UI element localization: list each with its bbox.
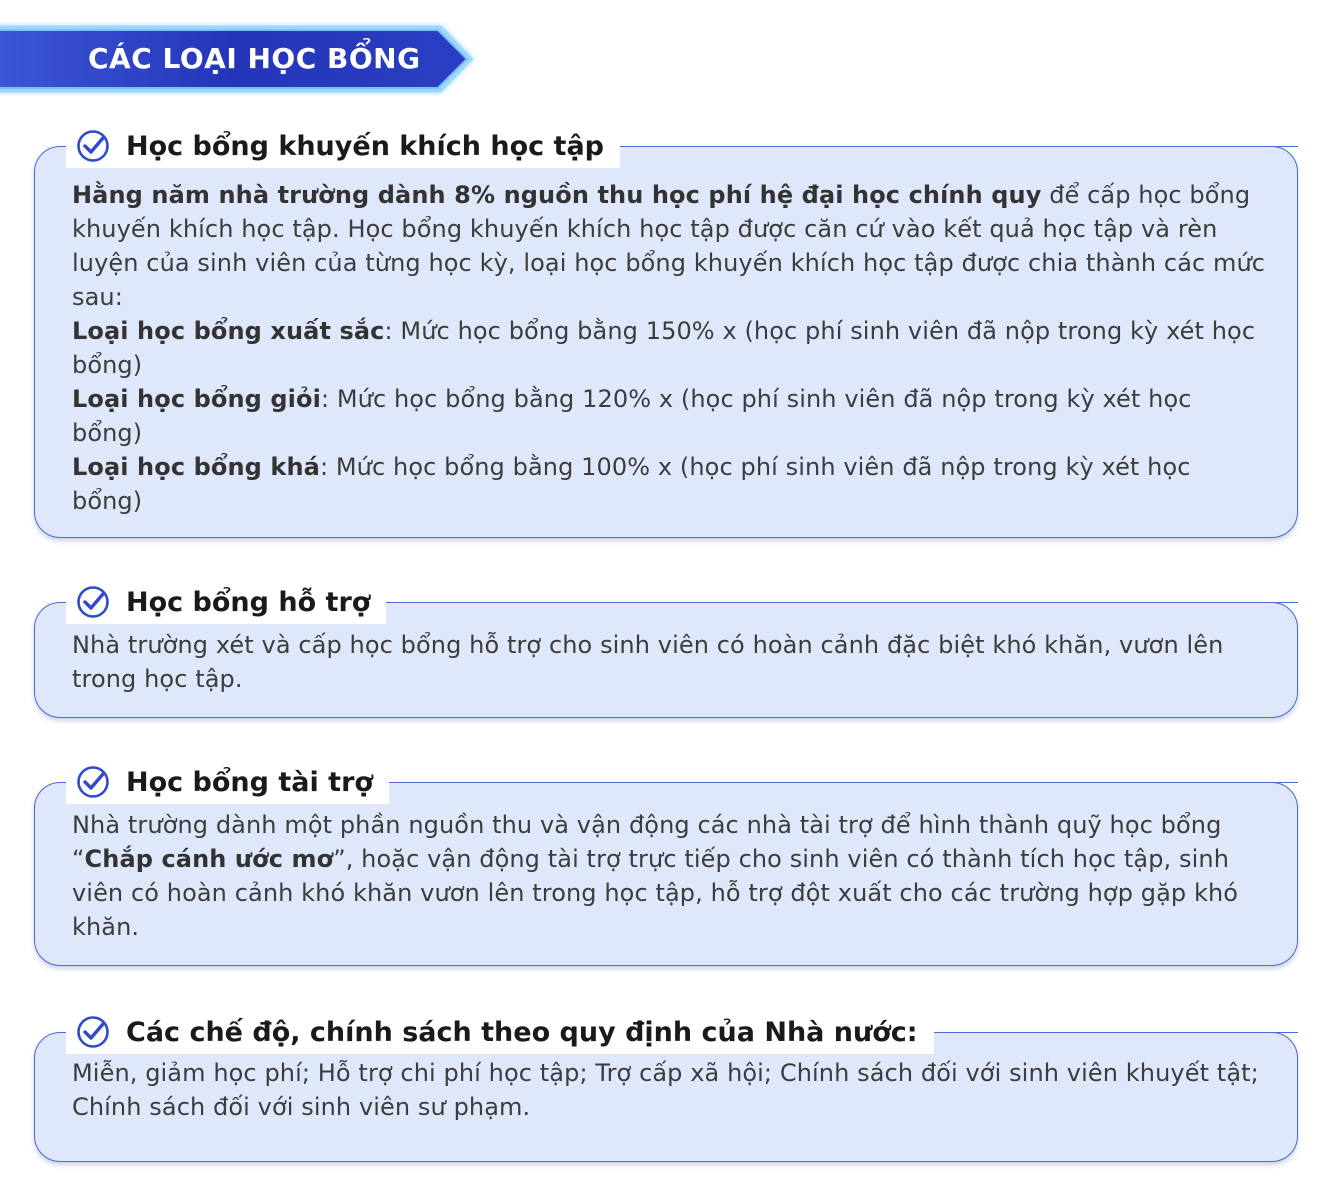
check-circle-icon [76, 765, 110, 799]
level-good [72, 382, 1266, 450]
level-name: Loại học bổng xuất sắc [72, 317, 385, 345]
section-title: Học bổng tài trợ [126, 766, 373, 798]
check-circle-icon [76, 585, 110, 619]
intro-paragraph [72, 178, 1266, 314]
level-desc: : Mức học bổng bằng 120% x (học phí sinh viên đã nộp trong kỳ xét học bổng) [72, 385, 1192, 447]
section-body: Nhà trường xét và cấp học bổng hỗ trợ cho sinh viên có hoàn cảnh đặc biệt khó khăn, vươn lên trong học tập. [72, 631, 1224, 693]
header-rule [939, 1032, 1298, 1033]
level-excellent [72, 314, 1266, 382]
intro-text: để cấp học bổng khuyến khích học tập. Học bổng khuyến khích học tập được căn cứ vào kết quả học tập và rèn luyện của sinh viên của từng học kỳ, loại học bổng khuyến khích học tập được chia thành các mức sau: [72, 181, 1266, 311]
section-support-scholarship [34, 578, 1298, 720]
level-name: Loại học bổng khá [72, 453, 320, 481]
check-circle-icon [76, 1015, 110, 1049]
section-header [66, 1010, 934, 1054]
fund-name: Chắp cánh ước mơ [84, 845, 334, 873]
section-body [72, 808, 1266, 944]
level-name: Loại học bổng giỏi [72, 385, 321, 413]
section-body: Miễn, giảm học phí; Hỗ trợ chi phí học tập; Trợ cấp xã hội; Chính sách đối với sinh viên khuyết tật; Chính sách đối với sinh viên sư phạm. [72, 1059, 1259, 1121]
body-text-part: Nhà trường dành một phần nguồn thu và vận động các nhà tài trợ để hình thành quỹ học bổng “ [72, 811, 1222, 873]
section-state-policies [34, 1008, 1298, 1164]
header-rule [389, 782, 1298, 783]
section-title: Học bổng khuyến khích học tập [126, 130, 604, 162]
section-header [66, 124, 620, 168]
section-sponsored-scholarship [34, 758, 1298, 968]
section-header [66, 760, 389, 804]
section-banner [0, 22, 478, 96]
banner-title: CÁC LOẠI HỌC BỔNG [88, 42, 421, 75]
level-desc: : Mức học bổng bằng 100% x (học phí sinh viên đã nộp trong kỳ xét học bổng) [72, 453, 1191, 515]
header-rule [389, 602, 1298, 603]
section-encouragement-scholarship [34, 122, 1298, 540]
section-title: Các chế độ, chính sách theo quy định của Nhà nước: [126, 1016, 918, 1048]
section-body [72, 178, 1266, 518]
intro-highlight: Hằng năm nhà trường dành 8% nguồn thu học phí hệ đại học chính quy [72, 181, 1042, 209]
level-fair [72, 450, 1266, 518]
body-text-part: ”, hoặc vận động tài trợ trực tiếp cho sinh viên có thành tích học tập, sinh viên có hoàn cảnh khó khăn vươn lên trong học tập, hỗ trợ đột xuất cho các trường hợp gặp khó khăn. [72, 845, 1239, 941]
header-rule [614, 146, 1298, 147]
check-circle-icon [76, 129, 110, 163]
section-title: Học bổng hỗ trợ [126, 586, 371, 618]
level-desc: : Mức học bổng bằng 150% x (học phí sinh viên đã nộp trong kỳ xét học bổng) [72, 317, 1256, 379]
section-header [66, 580, 386, 624]
